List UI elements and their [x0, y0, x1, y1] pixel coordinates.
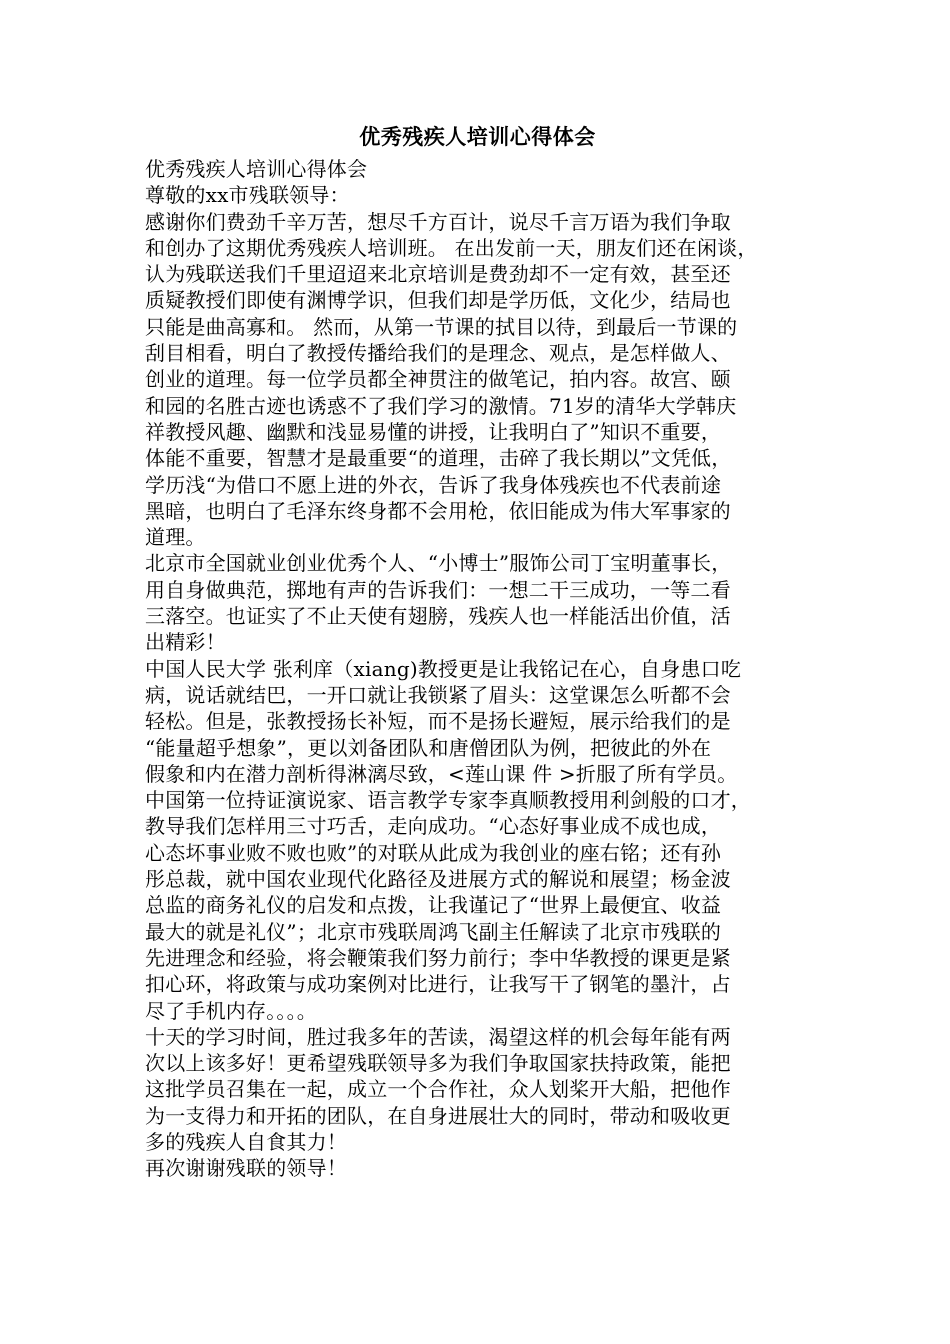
text-line: 和创办了这期优秀残疾人培训班。 在出发前一天，朋友们还在闲谈，	[145, 235, 758, 260]
text-line: 最大的就是礼仪”；北京市残联周鸿飞副主任解读了北京市残联的	[145, 919, 722, 944]
text-line: 扣心环，将政策与成功案例对比进行，让我写干了钢笔的墨汁，占	[145, 972, 731, 997]
text-line: 先进理念和经验，将会鞭策我们努力前行；李中华教授的课更是紧	[145, 945, 731, 970]
text-line: 多的残疾人自食其力！	[145, 1129, 347, 1154]
text-line: 黑暗，也明白了毛泽东终身都不会用枪，依旧能成为伟大军事家的	[145, 498, 731, 523]
text-line: 彤总裁，就中国农业现代化路径及进展方式的解说和展望；杨金波	[145, 867, 731, 892]
text-line: “能量超乎想象”，更以刘备团队和唐僧团队为例，把彼此的外在	[145, 735, 712, 760]
text-line: 质疑教授们即使有渊博学识，但我们却是学历低，文化少，结局也	[145, 288, 731, 313]
text-line: 为一支得力和开拓的团队，在自身进展壮大的同时，带动和吸收更	[145, 1103, 731, 1128]
text-line: 尊敬的xx市残联领导：	[145, 183, 350, 208]
text-line: 这批学员召集在一起，成立一个合作社，众人划桨开大船，把他作	[145, 1077, 731, 1102]
text-line: 再次谢谢残联的领导！	[145, 1156, 347, 1181]
text-line: 北京市全国就业创业优秀个人、“小博士”服饰公司丁宝明董事长，	[145, 551, 732, 576]
text-line: 学历浅“为借口不愿上进的外衣，告诉了我身体残疾也不代表前途	[145, 472, 722, 497]
document-body	[145, 156, 810, 1182]
text-line: 三落空。也证实了不止天使有翅膀，残疾人也一样能活出价值，活	[145, 604, 731, 629]
text-line: 优秀残疾人培训心得体会	[145, 157, 368, 181]
text-line: 教导我们怎样用三寸巧舌，走向成功。“心态好事业成不成也成，	[145, 814, 722, 839]
text-line: 十天的学习时间，胜过我多年的苦读，渴望这样的机会每年能有两	[145, 1024, 731, 1049]
document-page	[145, 118, 810, 1182]
text-line: 轻松。但是，张教授扬长补短，而不是扬长避短，展示给我们的是	[145, 709, 731, 734]
text-line: 道理。	[145, 525, 206, 550]
text-line: 总监的商务礼仪的启发和点拨，让我谨记了“世界上最便宜、收益	[145, 893, 722, 918]
text-line: 中国人民大学 张利庠（xiang)教授更是让我铭记在心，自身患口吃	[145, 656, 742, 681]
text-line: 体能不重要，智慧才是最重要“的道理，击碎了我长期以”文凭低，	[145, 446, 732, 471]
text-line: 次以上该多好！更希望残联领导多为我们争取国家扶持政策，能把	[145, 1051, 731, 1076]
text-line: 感谢你们费劲千辛万苦，想尽千方百计，说尽千言万语为我们争取	[145, 209, 731, 234]
text-line: 中国第一位持证演说家、语言教学专家李真顺教授用利剑般的口才，	[145, 788, 751, 813]
text-line: 和园的名胜古迹也诱惑不了我们学习的激情。71岁的清华大学韩庆	[145, 393, 737, 418]
text-line: 尽了手机内存。。。。	[145, 998, 317, 1023]
text-line: 刮目相看，明白了教授传播给我们的是理念、观点，是怎样做人、	[145, 341, 731, 366]
text-line: 认为残联送我们千里迢迢来北京培训是费劲却不一定有效，甚至还	[145, 262, 731, 287]
text-line: 病，说话就结巴，一开口就让我锁紧了眉头：这堂课怎么听都不会	[145, 682, 731, 707]
text-line: 祥教授风趣、幽默和浅显易懂的讲授，让我明白了”知识不重要，	[145, 419, 722, 444]
text-line: 出精彩！	[145, 630, 226, 655]
text-line: 只能是曲高寡和。 然而，从第一节课的拭目以待，到最后一节课的	[145, 314, 738, 339]
text-line: 心态坏事业败不败也败”的对联从此成为我创业的座右铭；还有孙	[145, 840, 722, 865]
text-line: 创业的道理。每一位学员都全神贯注的做笔记，拍内容。故宫、颐	[145, 367, 731, 392]
document-title: 优秀残疾人培训心得体会	[359, 124, 596, 149]
text-line: 假象和内在潜力剖析得淋漓尽致，<莲山课 件 >折服了所有学员。	[145, 761, 738, 786]
text-line: 用自身做典范，掷地有声的告诉我们：一想二干三成功，一等二看	[145, 577, 731, 602]
